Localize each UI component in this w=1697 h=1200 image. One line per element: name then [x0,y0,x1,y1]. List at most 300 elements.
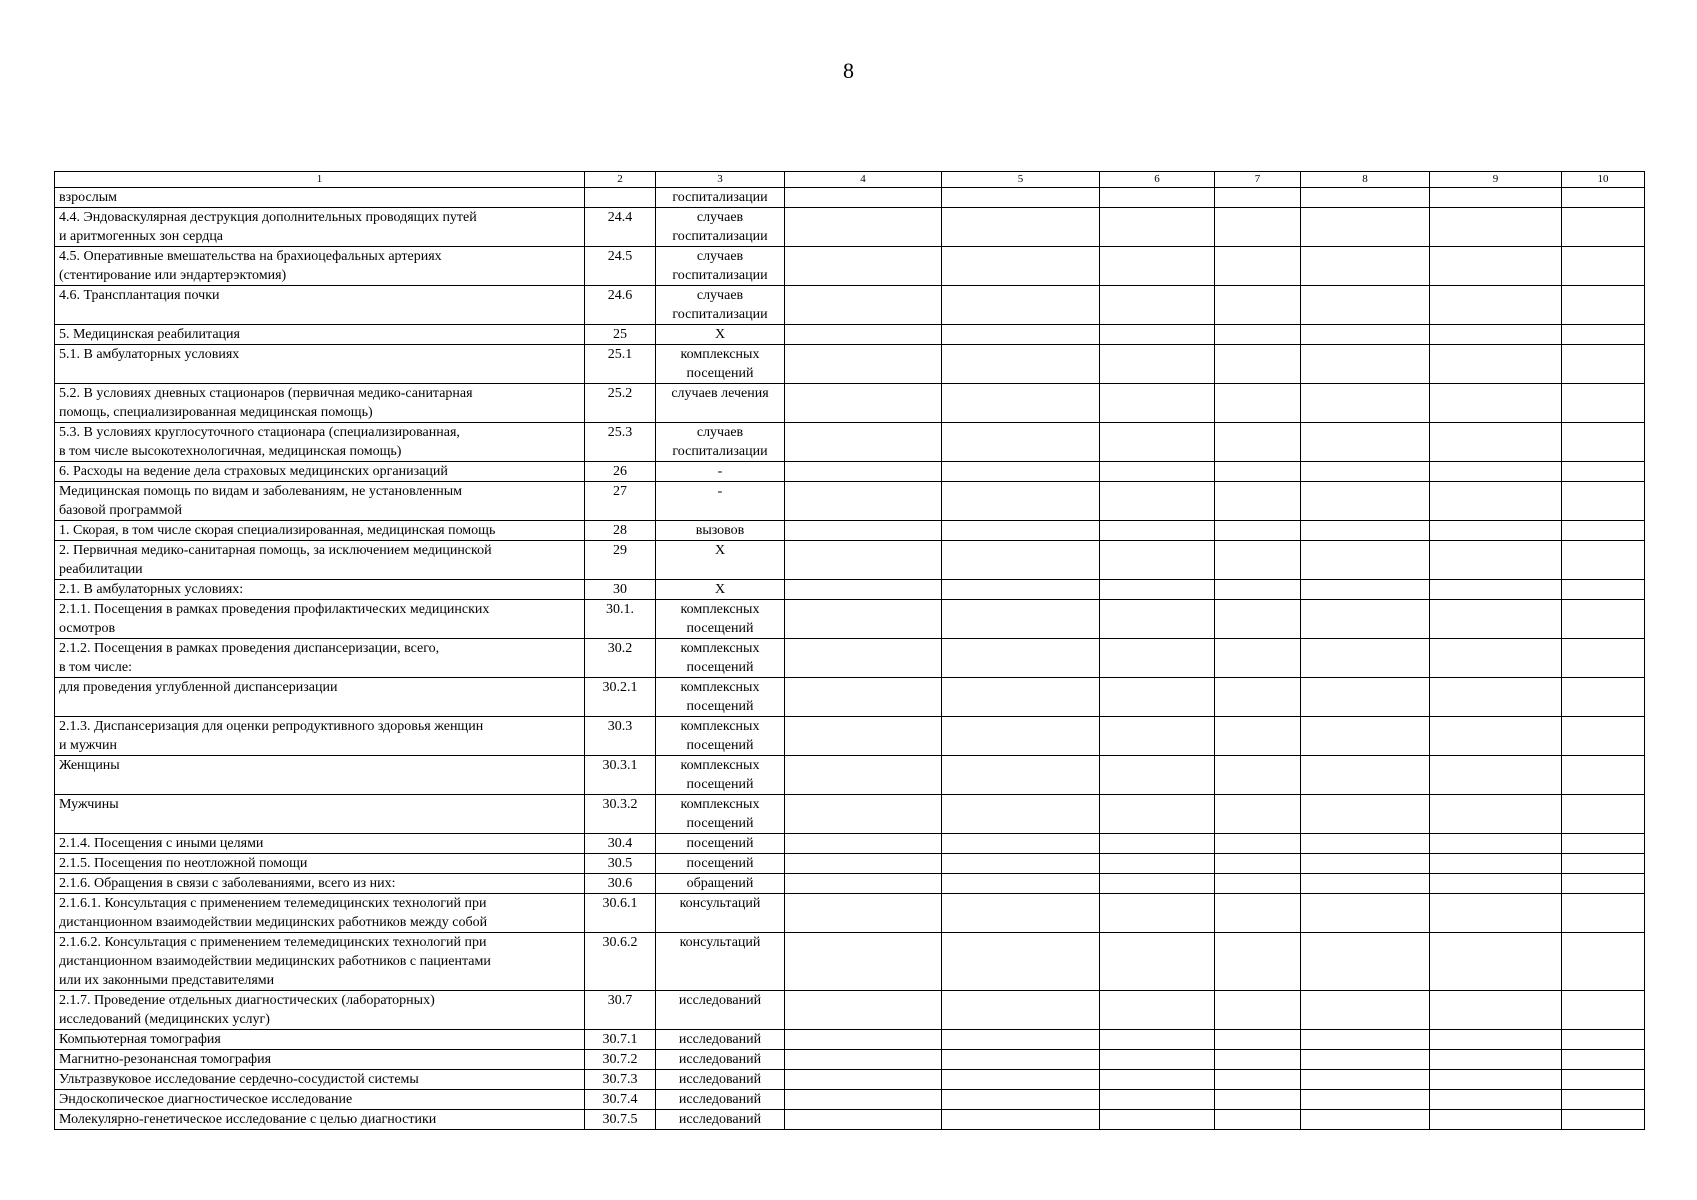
empty-cell-col-7 [1215,854,1301,874]
column-header-7: 7 [1215,172,1301,188]
empty-cell-col-8 [1301,933,1430,991]
row-unit-line: исследований [678,1052,762,1067]
row-unit-line: исследований [678,1092,762,1107]
empty-cell-col-6 [1100,208,1215,247]
empty-cell-col-7 [1215,345,1301,384]
empty-cell-col-9 [1430,756,1562,795]
row-code-cell: 28 [585,521,656,541]
row-unit-cell [656,188,785,208]
row-name-line: Магнитно-резонансная томография [59,1052,272,1067]
table-row [55,325,1645,345]
empty-cell-col-9 [1430,1090,1562,1110]
row-name-line: и мужчин [59,738,118,753]
empty-cell-col-7 [1215,1030,1301,1050]
empty-cell-col-7 [1215,208,1301,247]
empty-cell-col-9 [1430,482,1562,521]
row-name-line: в том числе: [59,660,132,675]
data-table [54,171,1645,1130]
row-code-cell: 26 [585,462,656,482]
row-unit-line: Х [714,543,726,558]
empty-cell-col-6 [1100,639,1215,678]
column-header-6: 6 [1100,172,1215,188]
row-unit-line: случаев [696,249,744,264]
row-name-cell [55,462,585,482]
empty-cell-col-8 [1301,834,1430,854]
empty-cell-col-5 [942,795,1100,834]
table-row [55,991,1645,1030]
empty-cell-col-6 [1100,756,1215,795]
row-name-line: 2.1.4. Посещения с иными целями [59,836,264,851]
empty-cell-col-10 [1562,756,1645,795]
row-name-cell [55,1110,585,1130]
row-unit-line: - [717,484,723,499]
empty-cell-col-8 [1301,795,1430,834]
row-name-line: Женщины [59,758,120,773]
empty-cell-col-8 [1301,580,1430,600]
empty-cell-col-4 [785,208,942,247]
row-name-line: 2.1.3. Диспансеризация для оценки репродуктивного здоровья женщин [59,719,484,734]
empty-cell-col-6 [1100,345,1215,384]
row-name-line: 1. Скорая, в том числе скорая специализированная, медицинская помощь [59,523,496,538]
empty-cell-col-6 [1100,325,1215,345]
empty-cell-col-9 [1430,580,1562,600]
row-name-line: 2.1.1. Посещения в рамках проведения профилактических медицинских [59,602,490,617]
row-unit-cell [656,795,785,834]
row-name-line: 4.4. Эндоваскулярная деструкция дополнительных проводящих путей [59,210,477,225]
empty-cell-col-6 [1100,894,1215,933]
empty-cell-col-10 [1562,1090,1645,1110]
row-name-line: 2.1.6.2. Консультация с применением телемедицинских технологий при [59,935,487,950]
table-row [55,286,1645,325]
row-name-line: 4.6. Трансплантация почки [59,288,220,303]
row-code-cell: 30.1. [585,600,656,639]
row-code-cell: 24.4 [585,208,656,247]
empty-cell-col-4 [785,247,942,286]
empty-cell-col-5 [942,384,1100,423]
row-unit-line: Х [714,582,726,597]
row-name-cell [55,580,585,600]
table-row [55,933,1645,991]
empty-cell-col-8 [1301,286,1430,325]
row-unit-cell [656,1050,785,1070]
empty-cell-col-5 [942,521,1100,541]
row-name-cell [55,286,585,325]
empty-cell-col-5 [942,933,1100,991]
row-name-line: 6. Расходы на ведение дела страховых медицинских организаций [59,464,448,479]
row-unit-cell [656,345,785,384]
empty-cell-col-5 [942,1070,1100,1090]
empty-cell-col-4 [785,286,942,325]
empty-cell-col-8 [1301,717,1430,756]
row-name-line: или их законными представителями [59,973,275,988]
row-unit-line: посещений [686,836,754,851]
empty-cell-col-7 [1215,894,1301,933]
empty-cell-col-4 [785,639,942,678]
empty-cell-col-7 [1215,933,1301,991]
row-unit-line: посещений [686,699,754,714]
empty-cell-col-4 [785,541,942,580]
table-header-row [55,172,1645,188]
empty-cell-col-9 [1430,834,1562,854]
row-unit-line: госпитализации [672,444,768,459]
row-name-line: и аритмогенных зон сердца [59,229,224,244]
column-header-4: 4 [785,172,942,188]
empty-cell-col-5 [942,600,1100,639]
empty-cell-col-9 [1430,423,1562,462]
row-name-line: 5.3. В условиях круглосуточного стационара (специализированная, [59,425,460,440]
empty-cell-col-4 [785,717,942,756]
empty-cell-col-5 [942,991,1100,1030]
empty-cell-col-6 [1100,795,1215,834]
table-row [55,834,1645,854]
empty-cell-col-10 [1562,286,1645,325]
row-code-cell: 27 [585,482,656,521]
empty-cell-col-6 [1100,717,1215,756]
row-unit-line: комплексных [680,758,760,773]
row-name-cell [55,1030,585,1050]
row-name-line: 4.5. Оперативные вмешательства на брахиоцефальных артериях [59,249,442,264]
row-unit-line: обращений [686,876,754,891]
row-name-cell [55,756,585,795]
row-name-line: 2.1.6. Обращения в связи с заболеваниями, всего из них: [59,876,396,891]
empty-cell-col-10 [1562,188,1645,208]
table-row [55,639,1645,678]
empty-cell-col-7 [1215,795,1301,834]
empty-cell-col-5 [942,208,1100,247]
empty-cell-col-6 [1100,933,1215,991]
empty-cell-col-9 [1430,1030,1562,1050]
empty-cell-col-8 [1301,384,1430,423]
empty-cell-col-6 [1100,991,1215,1030]
row-name-cell [55,933,585,991]
empty-cell-col-7 [1215,188,1301,208]
empty-cell-col-4 [785,795,942,834]
empty-cell-col-7 [1215,286,1301,325]
empty-cell-col-4 [785,854,942,874]
row-name-line: Мужчины [59,797,119,812]
empty-cell-col-8 [1301,600,1430,639]
row-name-cell [55,639,585,678]
empty-cell-col-9 [1430,286,1562,325]
row-code-cell: 30.5 [585,854,656,874]
empty-cell-col-5 [942,541,1100,580]
empty-cell-col-6 [1100,384,1215,423]
empty-cell-col-10 [1562,325,1645,345]
row-name-cell [55,1050,585,1070]
row-unit-cell [656,933,785,991]
row-name-line: 2.1.7. Проведение отдельных диагностических (лабораторных) [59,993,435,1008]
row-unit-line: случаев [696,288,744,303]
row-name-cell [55,991,585,1030]
empty-cell-col-10 [1562,521,1645,541]
row-name-cell [55,521,585,541]
row-unit-cell [656,717,785,756]
row-code-cell: 24.6 [585,286,656,325]
empty-cell-col-5 [942,854,1100,874]
row-code-cell: 25.1 [585,345,656,384]
empty-cell-col-5 [942,756,1100,795]
row-name-line: 5. Медицинская реабилитация [59,327,240,342]
table-row [55,795,1645,834]
empty-cell-col-8 [1301,541,1430,580]
row-unit-cell [656,1090,785,1110]
row-name-line: Компьютерная томография [59,1032,221,1047]
row-unit-line: исследований [678,1032,762,1047]
row-unit-cell [656,384,785,423]
empty-cell-col-4 [785,423,942,462]
empty-cell-col-5 [942,1050,1100,1070]
row-unit-cell [656,1030,785,1050]
empty-cell-col-5 [942,1110,1100,1130]
empty-cell-col-9 [1430,345,1562,384]
empty-cell-col-6 [1100,580,1215,600]
empty-cell-col-6 [1100,854,1215,874]
column-header-2: 2 [585,172,656,188]
row-name-cell [55,717,585,756]
empty-cell-col-6 [1100,247,1215,286]
row-unit-cell [656,521,785,541]
empty-cell-col-9 [1430,639,1562,678]
row-unit-cell [656,756,785,795]
empty-cell-col-4 [785,933,942,991]
row-unit-line: госпитализации [672,190,768,205]
empty-cell-col-9 [1430,600,1562,639]
row-unit-line: госпитализации [672,307,768,322]
empty-cell-col-5 [942,462,1100,482]
row-code-cell: 30 [585,580,656,600]
row-name-line: Молекулярно-генетическое исследование с целью диагностики [59,1112,437,1127]
empty-cell-col-10 [1562,247,1645,286]
empty-cell-col-6 [1100,1030,1215,1050]
row-code-cell: 30.7.2 [585,1050,656,1070]
empty-cell-col-5 [942,678,1100,717]
empty-cell-col-6 [1100,521,1215,541]
row-code-cell [585,188,656,208]
empty-cell-col-10 [1562,854,1645,874]
empty-cell-col-8 [1301,1090,1430,1110]
row-name-line: исследований (медицинских услуг) [59,1012,270,1027]
empty-cell-col-4 [785,1030,942,1050]
empty-cell-col-8 [1301,482,1430,521]
table-row [55,384,1645,423]
row-unit-cell [656,541,785,580]
row-unit-cell [656,854,785,874]
empty-cell-col-4 [785,756,942,795]
empty-cell-col-8 [1301,247,1430,286]
row-name-cell [55,1070,585,1090]
row-name-line: реабилитации [59,562,143,577]
row-unit-cell [656,423,785,462]
row-name-cell [55,208,585,247]
empty-cell-col-5 [942,834,1100,854]
empty-cell-col-10 [1562,208,1645,247]
empty-cell-col-5 [942,325,1100,345]
row-unit-line: посещений [686,366,754,381]
empty-cell-col-8 [1301,639,1430,678]
row-unit-line: госпитализации [672,229,768,244]
row-unit-line: комплексных [680,680,760,695]
empty-cell-col-7 [1215,639,1301,678]
empty-cell-col-8 [1301,756,1430,795]
table-row [55,247,1645,286]
table-row [55,678,1645,717]
row-name-cell [55,894,585,933]
row-name-cell [55,384,585,423]
empty-cell-col-5 [942,639,1100,678]
row-unit-line: посещений [686,738,754,753]
empty-cell-col-8 [1301,462,1430,482]
empty-cell-col-9 [1430,521,1562,541]
row-unit-cell [656,208,785,247]
row-name-cell [55,541,585,580]
empty-cell-col-9 [1430,325,1562,345]
row-name-line: Медицинская помощь по видам и заболеваниям, не установленным [59,484,462,499]
row-unit-line: - [717,464,723,479]
table-row [55,854,1645,874]
empty-cell-col-4 [785,991,942,1030]
empty-cell-col-4 [785,462,942,482]
empty-cell-col-9 [1430,894,1562,933]
empty-cell-col-9 [1430,717,1562,756]
row-name-line: 5.1. В амбулаторных условиях [59,347,240,362]
table-row [55,1070,1645,1090]
empty-cell-col-4 [785,188,942,208]
empty-cell-col-4 [785,345,942,384]
empty-cell-col-10 [1562,894,1645,933]
empty-cell-col-7 [1215,834,1301,854]
row-name-line: Ультразвуковое исследование сердечно-сосудистой системы [59,1072,419,1087]
row-unit-cell [656,482,785,521]
empty-cell-col-7 [1215,874,1301,894]
empty-cell-col-7 [1215,717,1301,756]
row-code-cell: 30.6 [585,874,656,894]
row-name-cell [55,482,585,521]
empty-cell-col-5 [942,1030,1100,1050]
row-code-cell: 24.5 [585,247,656,286]
row-unit-line: комплексных [680,347,760,362]
empty-cell-col-7 [1215,423,1301,462]
empty-cell-col-10 [1562,933,1645,991]
empty-cell-col-10 [1562,423,1645,462]
row-unit-cell [656,462,785,482]
empty-cell-col-9 [1430,384,1562,423]
row-unit-line: консультаций [679,896,761,911]
empty-cell-col-7 [1215,384,1301,423]
page-number: 8 [843,58,854,83]
row-unit-line: комплексных [680,641,760,656]
empty-cell-col-4 [785,1090,942,1110]
empty-cell-col-9 [1430,541,1562,580]
row-code-cell: 30.2.1 [585,678,656,717]
row-name-line: 2. Первичная медико-санитарная помощь, за исключением медицинской [59,543,492,558]
empty-cell-col-9 [1430,933,1562,991]
empty-cell-col-6 [1100,600,1215,639]
row-name-line: (стентирование или эндартерэктомия) [59,268,287,283]
empty-cell-col-7 [1215,541,1301,580]
table-row [55,874,1645,894]
row-code-cell: 29 [585,541,656,580]
row-unit-line: посещений [686,856,754,871]
row-name-line: 2.1.6.1. Консультация с применением телемедицинских технологий при [59,896,487,911]
empty-cell-col-4 [785,521,942,541]
row-unit-cell [656,1110,785,1130]
empty-cell-col-8 [1301,325,1430,345]
column-header-1: 1 [55,172,585,188]
table-row [55,345,1645,384]
row-code-cell: 30.3.1 [585,756,656,795]
empty-cell-col-10 [1562,991,1645,1030]
empty-cell-col-8 [1301,521,1430,541]
row-code-cell: 25.3 [585,423,656,462]
empty-cell-col-8 [1301,188,1430,208]
empty-cell-col-8 [1301,894,1430,933]
empty-cell-col-6 [1100,541,1215,580]
empty-cell-col-9 [1430,795,1562,834]
row-name-line: базовой программой [59,503,182,518]
empty-cell-col-8 [1301,208,1430,247]
table-row [55,580,1645,600]
table-row [55,541,1645,580]
empty-cell-col-5 [942,1090,1100,1110]
empty-cell-col-8 [1301,1050,1430,1070]
row-unit-line: комплексных [680,719,760,734]
row-unit-line: госпитализации [672,268,768,283]
row-unit-line: исследований [678,1112,762,1127]
empty-cell-col-4 [785,1050,942,1070]
row-unit-line: случаев лечения [671,386,769,401]
empty-cell-col-10 [1562,834,1645,854]
row-unit-cell [656,286,785,325]
empty-cell-col-10 [1562,717,1645,756]
row-unit-line: комплексных [680,797,760,812]
empty-cell-col-9 [1430,247,1562,286]
empty-cell-col-9 [1430,188,1562,208]
table-row [55,208,1645,247]
empty-cell-col-7 [1215,521,1301,541]
empty-cell-col-6 [1100,482,1215,521]
empty-cell-col-10 [1562,600,1645,639]
column-header-3: 3 [656,172,785,188]
empty-cell-col-5 [942,423,1100,462]
row-code-cell: 30.4 [585,834,656,854]
empty-cell-col-7 [1215,462,1301,482]
empty-cell-col-7 [1215,247,1301,286]
row-name-cell [55,834,585,854]
empty-cell-col-6 [1100,462,1215,482]
column-header-5: 5 [942,172,1100,188]
empty-cell-col-5 [942,188,1100,208]
table-row [55,1050,1645,1070]
empty-cell-col-4 [785,894,942,933]
empty-cell-col-8 [1301,345,1430,384]
empty-cell-col-9 [1430,991,1562,1030]
empty-cell-col-10 [1562,462,1645,482]
empty-cell-col-4 [785,482,942,521]
row-code-cell: 30.7 [585,991,656,1030]
row-name-cell [55,325,585,345]
empty-cell-col-10 [1562,795,1645,834]
row-code-cell: 30.7.3 [585,1070,656,1090]
row-unit-cell [656,894,785,933]
table-row [55,1110,1645,1130]
row-name-line: 2.1.2. Посещения в рамках проведения диспансеризации, всего, [59,641,440,656]
empty-cell-col-4 [785,834,942,854]
row-unit-cell [656,325,785,345]
empty-cell-col-9 [1430,208,1562,247]
empty-cell-col-7 [1215,991,1301,1030]
empty-cell-col-6 [1100,1090,1215,1110]
row-name-cell [55,795,585,834]
